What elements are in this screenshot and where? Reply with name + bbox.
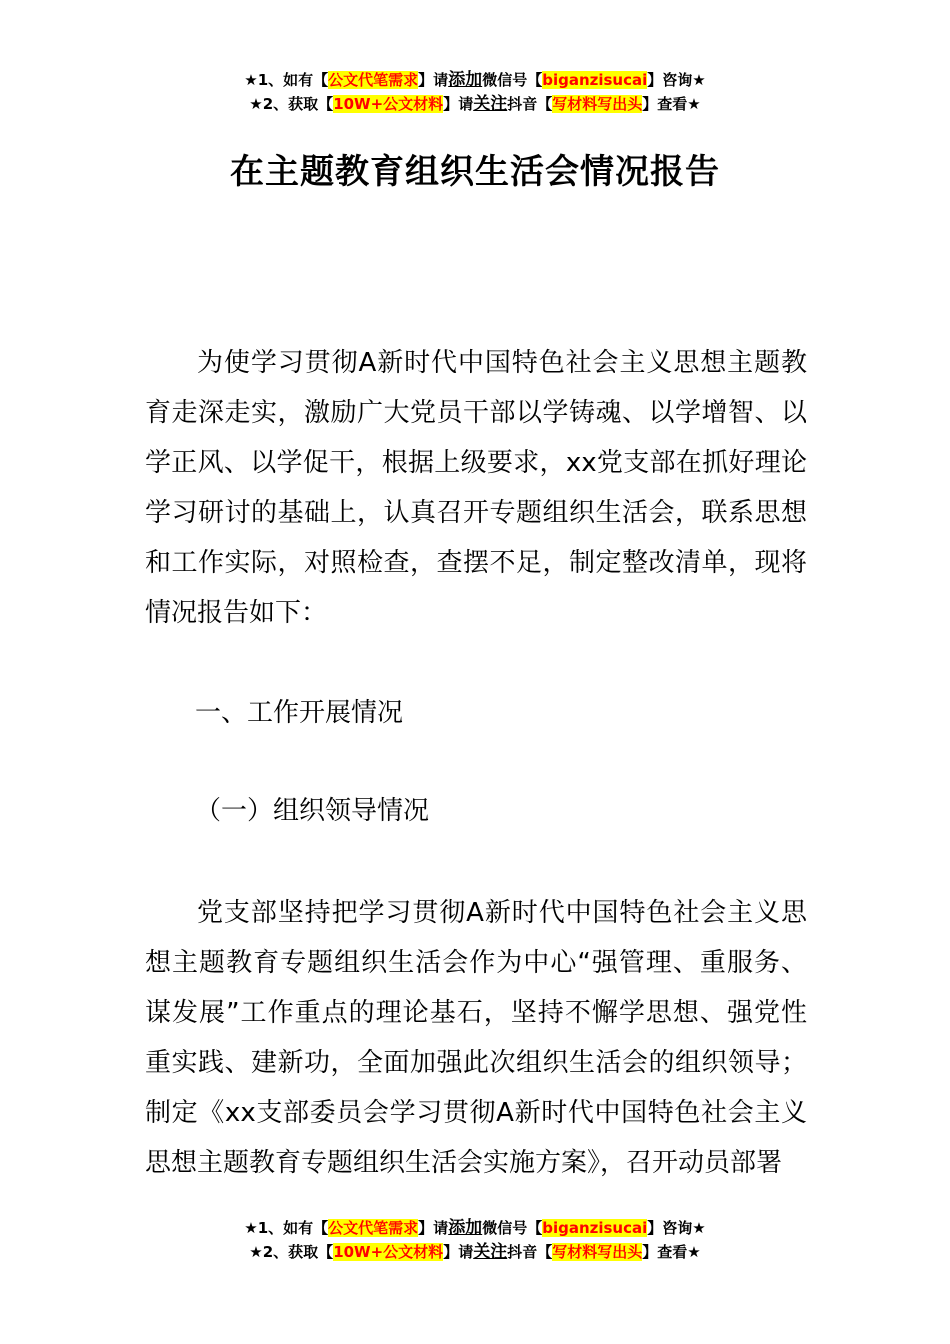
promo-emphasis: 关注 [473, 1242, 508, 1262]
promo-highlight: 10W+公文材料 [333, 1243, 444, 1261]
promo-emphasis: 添加 [448, 1218, 483, 1238]
intro-paragraph: 为使学习贯彻A新时代中国特色社会主义思想主题教育走深走实，激励广大党员干部以学铸魂、以学增智、以学正风、以学促干，根据上级要求，xx党支部在抓好理论学习研讨的基础上，认真召开专题组织生活会，联系思想和工作实际，对照检查，查摆不足，制定整改清单，现将情况报告如下： [145, 348, 807, 628]
promo-emphasis: 关注 [473, 94, 508, 114]
promo-highlight: 写材料写出头 [552, 95, 643, 113]
promo-text: 】咨询★ [647, 71, 706, 89]
body-paragraph: 党支部坚持把学习贯彻A新时代中国特色社会主义思想主题教育专题组织生活会作为中心“强管理、重服务、谋发展”工作重点的理论基石，坚持不懈学思想、强党性重实践、建新功，全面加强此次组织生活会的组织领导；制定《xx支部委员会学习贯彻A新时代中国特色社会主义思想主题教育专题组织生活会实施方案》，召开动员部署 [145, 898, 807, 1178]
promo-highlight: 10W+公文材料 [333, 95, 444, 113]
subsection-heading: （一）组织领导情况 [195, 796, 430, 826]
promo-text: 】请 [443, 95, 474, 113]
promo-text: 微信号【 [482, 1219, 543, 1237]
promo-line-2 [0, 92, 950, 116]
promo-text: ★1、如有【 [244, 71, 329, 89]
promo-text: 】查看★ [642, 1243, 701, 1261]
section-heading: 一、工作开展情况 [195, 698, 404, 728]
promo-emphasis: 添加 [448, 70, 483, 90]
promo-highlight: 公文代笔需求 [328, 1219, 419, 1237]
promo-text: 微信号【 [482, 71, 543, 89]
promo-highlight: biganzisucai [542, 1219, 648, 1237]
promo-text: 】请 [418, 1219, 449, 1237]
promo-banner-top [0, 68, 950, 116]
promo-line-1 [0, 1216, 950, 1240]
promo-text: ★1、如有【 [244, 1219, 329, 1237]
promo-highlight: biganzisucai [542, 71, 648, 89]
document-title: 在主题教育组织生活会情况报告 [230, 152, 720, 192]
promo-line-1 [0, 68, 950, 92]
promo-text: 】查看★ [642, 95, 701, 113]
promo-text: ★2、获取【 [249, 95, 334, 113]
promo-text: 抖音【 [507, 95, 553, 113]
promo-text: 】请 [443, 1243, 474, 1261]
promo-line-2 [0, 1240, 950, 1264]
promo-text: 抖音【 [507, 1243, 553, 1261]
promo-highlight: 写材料写出头 [552, 1243, 643, 1261]
promo-text: 】请 [418, 71, 449, 89]
promo-highlight: 公文代笔需求 [328, 71, 419, 89]
promo-text: 】咨询★ [647, 1219, 706, 1237]
promo-banner-bottom [0, 1216, 950, 1264]
promo-text: ★2、获取【 [249, 1243, 334, 1261]
